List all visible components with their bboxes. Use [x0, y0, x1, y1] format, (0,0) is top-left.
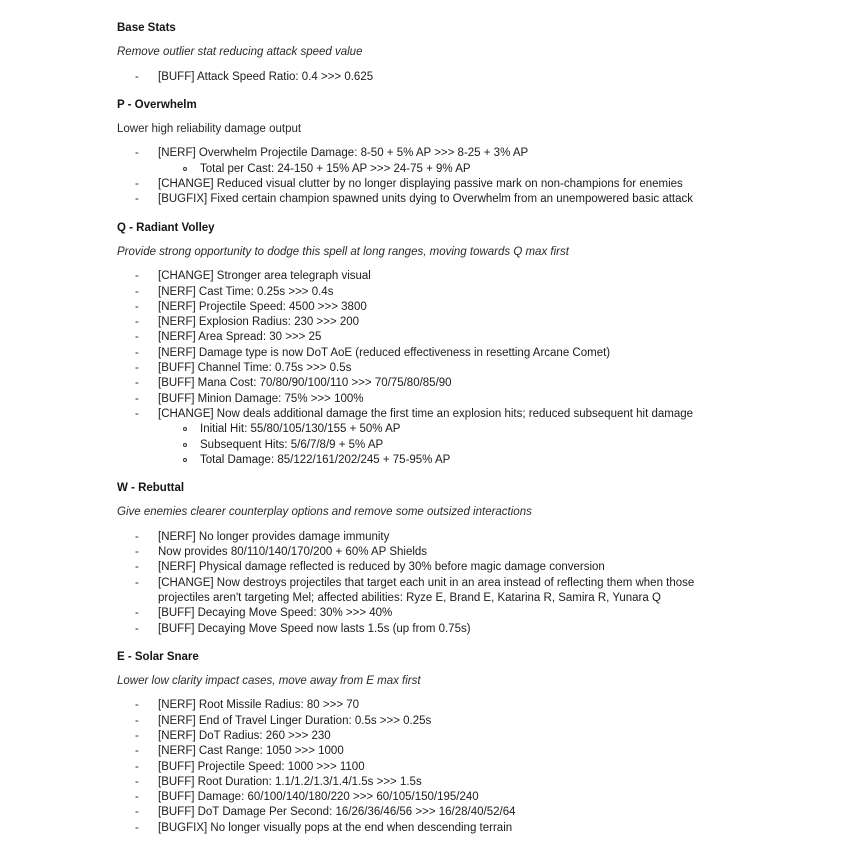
- change-item-text: [NERF] No longer provides damage immunity: [158, 530, 390, 543]
- section-heading: E - Solar Snare: [117, 650, 199, 663]
- change-item: [117, 70, 742, 85]
- change-item: [117, 285, 742, 300]
- change-item-text: [NERF] Damage type is now DoT AoE (reduced effectiveness in resetting Arcane Comet): [158, 346, 611, 359]
- bullet-dash-icon: -: [135, 622, 139, 635]
- bullet-dash-icon: -: [135, 760, 139, 773]
- bullet-dash-icon: -: [135, 316, 139, 329]
- change-item-text: Now provides 80/110/140/170/200 + 60% AP Shields: [158, 546, 428, 559]
- bullet-dash-icon: -: [135, 178, 139, 191]
- bullet-dash-icon: -: [135, 300, 139, 313]
- patch-section: [117, 98, 742, 208]
- change-item-text: [CHANGE] Now destroys projectiles that target each unit in an area instead of reflecting them when those projectiles aren't targeting Mel; affected abilities: Ryze E, Brand E, Katarina R, Samira R, Yunara Q: [158, 576, 695, 604]
- change-item: [117, 821, 742, 836]
- change-item: [117, 315, 742, 330]
- bullet-dash-icon: -: [135, 147, 139, 160]
- change-item-text: [CHANGE] Stronger area telegraph visual: [158, 270, 371, 283]
- change-item-text: [NERF] Cast Time: 0.25s >>> 0.4s: [158, 285, 334, 298]
- bullet-dash-icon: -: [135, 346, 139, 359]
- change-item-text: [BUFF] DoT Damage Per Second: 16/26/36/46/56 >>> 16/28/40/52/64: [158, 806, 516, 819]
- section-description: Lower low clarity impact cases, move away from E max first: [117, 675, 421, 688]
- change-subitem: [117, 162, 742, 177]
- bullet-dash-icon: -: [135, 791, 139, 804]
- change-list: [117, 698, 742, 836]
- change-item-text: [BUGFIX] No longer visually pops at the end when descending terrain: [158, 821, 513, 834]
- section-description: Remove outlier stat reducing attack speed value: [117, 46, 363, 59]
- change-item-text: [NERF] Explosion Radius: 230 >>> 200: [158, 316, 360, 329]
- change-item-text: [BUFF] Damage: 60/100/140/180/220 >>> 60/105/150/195/240: [158, 791, 479, 804]
- bullet-dash-icon: -: [135, 193, 139, 206]
- change-item: [117, 805, 742, 820]
- bullet-circle-icon: [183, 458, 187, 462]
- bullet-circle-icon: [183, 427, 187, 431]
- bullet-dash-icon: -: [135, 821, 139, 834]
- change-item: [117, 177, 742, 192]
- change-item-text: [BUFF] Attack Speed Ratio: 0.4 >>> 0.625: [158, 70, 374, 83]
- change-item-text: [BUFF] Decaying Move Speed: 30% >>> 40%: [158, 607, 393, 620]
- change-item: [117, 192, 742, 207]
- bullet-dash-icon: -: [135, 362, 139, 375]
- change-list: [117, 146, 742, 207]
- change-subitem: [117, 422, 742, 437]
- change-subitem: [117, 438, 742, 453]
- bullet-dash-icon: -: [135, 775, 139, 788]
- bullet-dash-icon: -: [135, 377, 139, 390]
- bullet-dash-icon: -: [135, 576, 139, 589]
- patch-section: [117, 221, 742, 468]
- change-item: [117, 346, 742, 361]
- change-item-text: [BUFF] Root Duration: 1.1/1.2/1.3/1.4/1.5s >>> 1.5s: [158, 775, 422, 788]
- change-item: [117, 392, 742, 407]
- document-page: [117, 21, 742, 845]
- change-item-text: [BUFF] Mana Cost: 70/80/90/100/110 >>> 70/75/80/85/90: [158, 377, 452, 390]
- bullet-dash-icon: -: [135, 806, 139, 819]
- change-item: [117, 376, 742, 391]
- section-heading: Base Stats: [117, 22, 176, 34]
- change-item-text: [NERF] Physical damage reflected is reduced by 30% before magic damage conversion: [158, 561, 605, 574]
- change-item: [117, 729, 742, 744]
- change-item: [117, 545, 742, 560]
- change-item: [117, 714, 742, 729]
- bullet-dash-icon: -: [135, 561, 139, 574]
- change-item-text: [CHANGE] Reduced visual clutter by no longer displaying passive mark on non-champions for enemies: [158, 178, 683, 191]
- change-list: [117, 530, 742, 637]
- change-item: [117, 622, 742, 637]
- change-list: [117, 70, 742, 85]
- change-item: [117, 300, 742, 315]
- change-item: [117, 775, 742, 790]
- bullet-circle-icon: [183, 167, 187, 171]
- change-item-text: [NERF] Area Spread: 30 >>> 25: [158, 331, 322, 344]
- bullet-circle-icon: [183, 443, 187, 447]
- bullet-dash-icon: -: [135, 714, 139, 727]
- change-item: [117, 330, 742, 345]
- change-item: [117, 146, 742, 161]
- bullet-dash-icon: -: [135, 745, 139, 758]
- bullet-dash-icon: -: [135, 392, 139, 405]
- bullet-dash-icon: -: [135, 285, 139, 298]
- bullet-dash-icon: -: [135, 530, 139, 543]
- change-item-text: [CHANGE] Now deals additional damage the first time an explosion hits; reduced subsequent hit damage: [158, 407, 694, 420]
- bullet-dash-icon: -: [135, 407, 139, 420]
- section-description: Give enemies clearer counterplay options and remove some outsized interactions: [117, 506, 532, 519]
- change-item-text: Initial Hit: 55/80/105/130/155 + 50% AP: [200, 423, 401, 436]
- change-item-text: [NERF] End of Travel Linger Duration: 0.5s >>> 0.25s: [158, 714, 432, 727]
- change-item: [117, 606, 742, 621]
- change-list: [117, 269, 742, 468]
- change-item-text: [BUFF] Channel Time: 0.75s >>> 0.5s: [158, 362, 352, 375]
- change-item-text: [BUFF] Projectile Speed: 1000 >>> 1100: [158, 760, 365, 773]
- change-item: [117, 530, 742, 545]
- section-heading: P - Overwhelm: [117, 98, 197, 111]
- section-description: Lower high reliability damage output: [117, 123, 302, 136]
- patch-section: [117, 650, 742, 836]
- change-item-text: [NERF] Cast Range: 1050 >>> 1000: [158, 745, 344, 758]
- change-item-text: [BUGFIX] Fixed certain champion spawned units dying to Overwhelm from an unempowered basic attack: [158, 193, 693, 206]
- change-item: [117, 698, 742, 713]
- section-heading: W - Rebuttal: [117, 482, 185, 495]
- change-item: [117, 361, 742, 376]
- bullet-dash-icon: -: [135, 546, 139, 559]
- patch-section: [117, 481, 742, 637]
- change-item: [117, 560, 742, 575]
- change-item: [117, 744, 742, 759]
- change-item-text: Subsequent Hits: 5/6/7/8/9 + 5% AP: [200, 438, 384, 451]
- bullet-dash-icon: -: [135, 331, 139, 344]
- bullet-dash-icon: -: [135, 729, 139, 742]
- change-item-text: [BUFF] Decaying Move Speed now lasts 1.5s (up from 0.75s): [158, 622, 471, 635]
- change-item-text: [NERF] DoT Radius: 260 >>> 230: [158, 729, 331, 742]
- patch-section: [117, 21, 742, 85]
- change-item-text: [BUFF] Minion Damage: 75% >>> 100%: [158, 392, 364, 405]
- change-item: [117, 760, 742, 775]
- bullet-dash-icon: -: [135, 699, 139, 712]
- change-item: [117, 790, 742, 805]
- bullet-dash-icon: -: [135, 270, 139, 283]
- change-item-text: Total per Cast: 24-150 + 15% AP >>> 24-75 + 9% AP: [200, 162, 471, 175]
- bullet-dash-icon: -: [135, 70, 139, 83]
- change-item-text: [NERF] Projectile Speed: 4500 >>> 3800: [158, 300, 367, 313]
- change-subitem: [117, 453, 742, 468]
- section-heading: Q - Radiant Volley: [117, 221, 215, 234]
- bullet-dash-icon: -: [135, 607, 139, 620]
- change-item-text: Total Damage: 85/122/161/202/245 + 75-95% AP: [200, 453, 451, 466]
- change-item: [117, 576, 742, 607]
- section-description: Provide strong opportunity to dodge this spell at long ranges, moving towards Q max first: [117, 245, 569, 258]
- change-item: [117, 269, 742, 284]
- change-item: [117, 407, 742, 422]
- change-item-text: [NERF] Overwhelm Projectile Damage: 8-50 + 5% AP >>> 8-25 + 3% AP: [158, 147, 529, 160]
- change-item-text: [NERF] Root Missile Radius: 80 >>> 70: [158, 699, 360, 712]
